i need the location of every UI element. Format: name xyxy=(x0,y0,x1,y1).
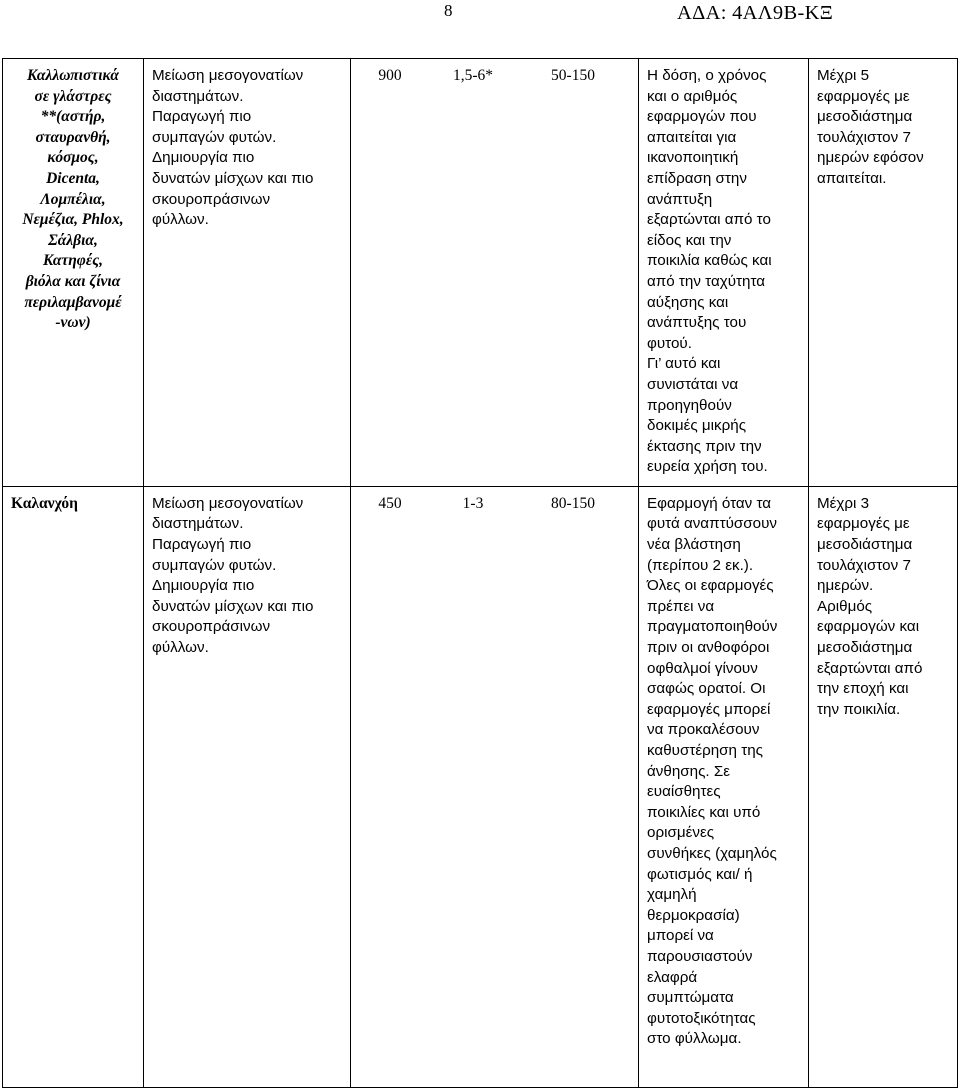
effect-cell xyxy=(144,486,351,1087)
regulation-table xyxy=(2,58,958,1088)
table-row xyxy=(3,486,958,1087)
dose-values xyxy=(351,59,638,87)
dose-value-c: 50-150 xyxy=(551,67,595,84)
effect-cell xyxy=(144,59,351,487)
effect-text: Μείωση μεσογονατίων διαστημάτων. Παραγωγή πιο συμπαγών φυτών. Δημιουργία πιο δυνατών μίσχων και πιο σκουροπράσινων φύλλων. xyxy=(152,494,314,657)
dose-value-a: 450 xyxy=(378,494,402,512)
dose-cell xyxy=(351,59,639,487)
limit-text: Μέχρι 5 εφαρμογές με μεσοδιάστημα τουλάχιστον 7 ημερών εφόσον απαιτείται. xyxy=(817,67,924,187)
effect-text: Μείωση μεσογονατίων διαστημάτων. Παραγωγή πιο συμπαγών φυτών. Δημιουργία πιο δυνατών μίσχων και πιο σκουροπράσινων φύλλων. xyxy=(152,67,314,229)
plant-cell xyxy=(3,486,144,1087)
dose-value-b: 1,5-6* xyxy=(452,67,494,84)
notes-text: Η δόση, ο χρόνος και ο αριθμός εφαρμογών που απαιτείται για ικανοποιητική επίδραση στην ανάπτυξη εξαρτώνται από το είδος και την ποικιλία καθώς και από την ταχύτητα αύξησης και ανάπτυξης του φυτού. Γι’ αυτό και συνιστάται να προηγηθούν δοκιμές μικρής έκτασης πριν την ευρεία χρήση του. xyxy=(647,67,772,476)
notes-text: Εφαρμογή όταν τα φυτά αναπτύσσουν νέα βλάστηση (περίπου 2 εκ.). Όλες οι εφαρμογές πρέπει να πραγματοποιηθούν πριν οι ανθοφόροι οφθαλμοί γίνουν σαφώς ορατοί. Οι εφαρμογές μπορεί να προκαλέσουν καθυστέρηση της άνθησης. Σε ευαίσθητες ποικιλίες και υπό ορισμένες συνθήκες (χαμηλός φωτισμός και/ ή χαμηλή θερμοκρασία) μπορεί να παρουσιαστούν ελαφρά συμπτώματα φυτοτοξικότητας στο φύλλωμα. xyxy=(647,494,778,1048)
dose-value-b: 1-3 xyxy=(462,494,484,512)
dose-value-c: 80-150 xyxy=(551,494,595,512)
dose-cell xyxy=(351,486,639,1087)
limit-cell xyxy=(809,59,958,487)
notes-cell xyxy=(639,59,809,487)
dose-value-a: 900 xyxy=(378,67,402,84)
limit-cell xyxy=(809,486,958,1087)
limit-text: Μέχρι 3 εφαρμογές με μεσοδιάστημα τουλάχιστον 7 ημερών. Αριθμός εφαρμογών και μεσοδιάστημα εξαρτώνται από την εποχή και την ποικιλία. xyxy=(817,494,923,718)
dose-values xyxy=(351,487,638,515)
plant-cell xyxy=(3,59,144,487)
plant-name: Καλανχόη xyxy=(11,494,78,512)
plant-name: Καλλωπιστικά σε γλάστρες **(αστήρ, σταυρανθή, κόσμος, Dicenta, Λομπέλια, Νεμέζια, Phlox, Σάλβια, Κατηφές, βιόλα και ζίνια περιλαμβανομέ -νων) xyxy=(22,67,124,332)
page-number: 8 xyxy=(444,1,453,20)
table-row xyxy=(3,59,958,487)
ada-code: ΑΔΑ: 4ΑΛ9Β-ΚΞ xyxy=(677,2,834,24)
notes-cell xyxy=(639,486,809,1087)
